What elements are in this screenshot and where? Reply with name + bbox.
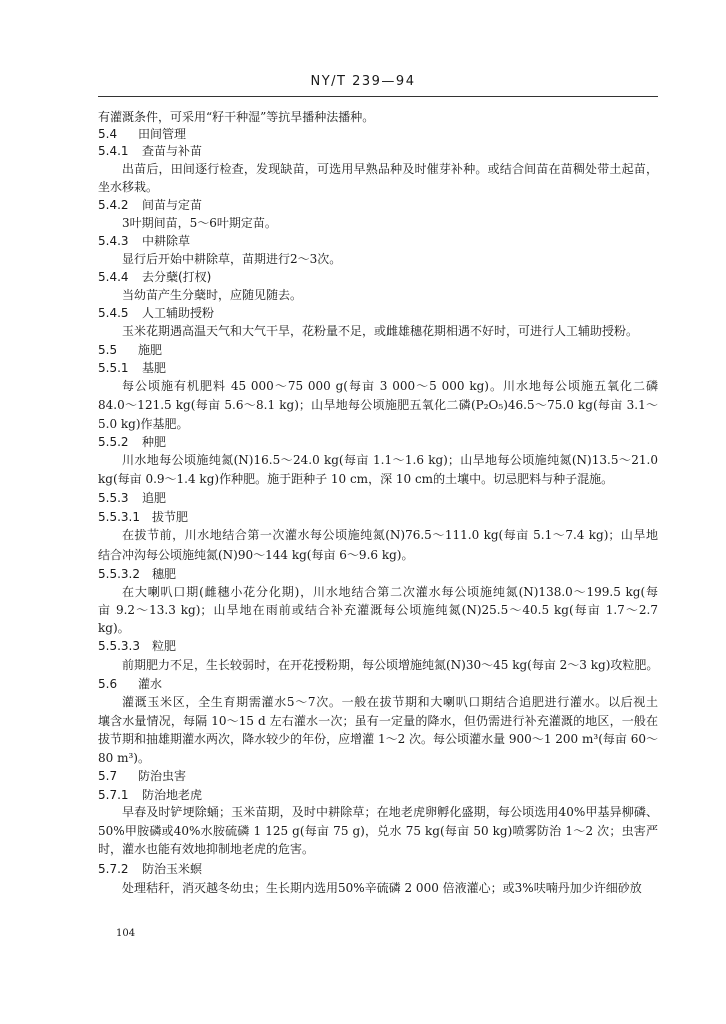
section-number: 5.4.5: [98, 306, 129, 320]
body-text-line: 显行后开始中耕除草，苗期进行2～3次。: [122, 252, 342, 266]
body-text-line: 拔节期和抽雄期灌水两次，降水较少的年份，应增灌 1～2 次。每公顷灌水量 900～1 200 m³(每亩 60～: [98, 732, 658, 746]
section-title: 中耕除草: [142, 234, 191, 248]
body-text-line: 5.0 kg)作基肥。: [98, 417, 189, 431]
body-text-line: 亩 9.2～13.3 kg)；山旱地在雨前或结合补充灌溉每公顷施纯氮(N)25.5～40.5 kg(每亩 1.7～2.7: [98, 603, 658, 617]
section-number: 5.4: [98, 127, 118, 141]
body-text-line: kg)。: [98, 621, 130, 635]
page-number: 104: [116, 928, 136, 939]
body-text-line: 壤含水量情况，每隔 10～15 d 左右灌水一次；虽有一定量的降水，但仍需进行补充灌溉的地区，一般在: [98, 714, 658, 728]
section-number: 5.7.1: [98, 788, 129, 802]
section-title: 防治地老虎: [142, 788, 203, 802]
section-title: 拔节肥: [152, 510, 189, 524]
body-text-line: 50%甲胺磷或40%水胺硫磷 1 125 g(每亩 75 g)，兑水 75 kg(每亩 50 kg)喷雾防治 1～2 次；虫害严: [98, 824, 658, 838]
body-text-line: 坐水移栽。: [98, 180, 159, 194]
section-title: 基肥: [142, 361, 167, 375]
section-number: 5.5.3.1: [98, 510, 140, 524]
body-text-line: 处理秸秆，消灭越冬幼虫；生长期内选用50%辛硫磷 2 000 倍液灌心；或3%呋喃丹加少许细砂放: [122, 881, 642, 895]
section-number: 5.4.4: [98, 270, 129, 284]
section-number: 5.5.2: [98, 435, 129, 449]
section-heading: [98, 304, 214, 322]
section-title: 穗肥: [152, 567, 177, 581]
section-heading: [98, 508, 188, 526]
section-heading: [98, 767, 186, 785]
section-heading: [98, 433, 166, 451]
body-text-line: 前期肥力不足，生长较弱时，在开花授粉期，每公顷增施纯氮(N)30～45 kg(每亩 2～3 kg)攻粒肥。: [122, 658, 659, 672]
body-text-line: 当幼苗产生分蘖时，应随见随去。: [122, 288, 303, 302]
standard-code-header: NY/T 239—94: [310, 74, 416, 89]
body-text-line: 在大喇叭口期(雌穗小花分化期)，川水地结合第二次灌水每公顷施纯氮(N)138.0～199.5 kg(每: [122, 585, 658, 599]
section-number: 5.5.3.2: [98, 567, 140, 581]
section-title: 田间管理: [138, 127, 187, 141]
section-number: 5.5.3.3: [98, 639, 140, 653]
body-text-line: 3叶期间苗，5～6叶期定苗。: [122, 216, 277, 230]
body-text-line: 80 m³)。: [98, 751, 150, 765]
section-number: 5.5: [98, 343, 118, 357]
section-heading: [98, 125, 186, 143]
section-number: 5.4.3: [98, 234, 129, 248]
section-title: 灌水: [138, 677, 163, 691]
section-heading: [98, 489, 166, 507]
body-text-line: 在拔节前，川水地结合第一次灌水每公顷施纯氮(N)76.5～111.0 kg(每亩 5.1～7.4 kg)；山旱地: [122, 528, 658, 542]
body-text-line: 玉米花期遇高温天气和大气干旱，花粉量不足，或雌雄穗花期相遇不好时，可进行人工辅助授粉。: [122, 324, 639, 338]
section-heading: [98, 860, 202, 878]
section-number: 5.7: [98, 769, 118, 783]
header-divider: [98, 96, 658, 97]
body-text-line: 每公顷施有机肥料 45 000～75 000 g(每亩 3 000～5 000 kg)。川水地每公顷施五氧化二磷: [122, 379, 658, 393]
body-text-line: 灌溉玉米区，全生育期需灌水5～7次。一般在拔节期和大喇叭口期结合追肥进行灌水。以后视土: [122, 695, 658, 709]
section-heading: [98, 359, 166, 377]
section-number: 5.4.1: [98, 144, 129, 158]
section-heading: [98, 268, 211, 286]
body-text-line: 川水地每公顷施纯氮(N)16.5～24.0 kg(每亩 1.1～1.6 kg)；山旱地每公顷施纯氮(N)13.5～21.0: [122, 453, 658, 467]
body-text-line: 有灌溉条件，可采用“籽干种湿”等抗旱播种法播种。: [98, 110, 375, 124]
section-heading: [98, 232, 190, 250]
body-text-line: 时，灌水也能有效地抑制地老虎的危害。: [98, 842, 315, 856]
section-heading: [98, 565, 176, 583]
section-number: 5.4.2: [98, 198, 129, 212]
section-number: 5.5.1: [98, 361, 129, 375]
section-title: 去分蘖(打杈): [142, 270, 212, 284]
body-text-line: 结合冲沟每公顷施纯氮(N)90～144 kg(每亩 6～9.6 kg)。: [98, 548, 414, 562]
section-title: 粒肥: [152, 639, 177, 653]
section-number: 5.7.2: [98, 862, 129, 876]
section-title: 追肥: [142, 491, 167, 505]
section-title: 种肥: [142, 435, 167, 449]
section-title: 查苗与补苗: [142, 144, 203, 158]
body-text-line: 出苗后，田间逐行检查，发现缺苗，可选用早熟品种及时催芽补种。或结合间苗在苗稠处带土起苗，: [122, 162, 658, 176]
section-heading: [98, 196, 202, 214]
section-title: 施肥: [138, 343, 163, 357]
section-title: 人工辅助授粉: [142, 306, 215, 320]
section-title: 防治玉米螟: [142, 862, 203, 876]
section-title: 防治虫害: [138, 769, 187, 783]
section-heading: [98, 675, 162, 693]
body-text-line: 早春及时铲埂除蛹；玉米苗期，及时中耕除草；在地老虎卵孵化盛期，每公顷选用40%甲基异柳磷、: [122, 805, 658, 819]
section-heading: [98, 341, 162, 359]
section-number: 5.6: [98, 677, 118, 691]
body-text-line: kg(每亩 0.9～1.4 kg)作种肥。施于距种子 10 cm，深 10 cm的土壤中。切忌肥料与种子混施。: [98, 472, 614, 486]
section-title: 间苗与定苗: [142, 198, 203, 212]
section-heading: [98, 786, 202, 804]
body-text-line: 84.0～121.5 kg(每亩 5.6～8.1 kg)；山旱地每公顷施肥五氧化二磷(P₂O₅)46.5～75.0 kg(每亩 3.1～: [98, 398, 658, 412]
section-heading: [98, 142, 202, 160]
section-number: 5.5.3: [98, 491, 129, 505]
section-heading: [98, 637, 176, 655]
